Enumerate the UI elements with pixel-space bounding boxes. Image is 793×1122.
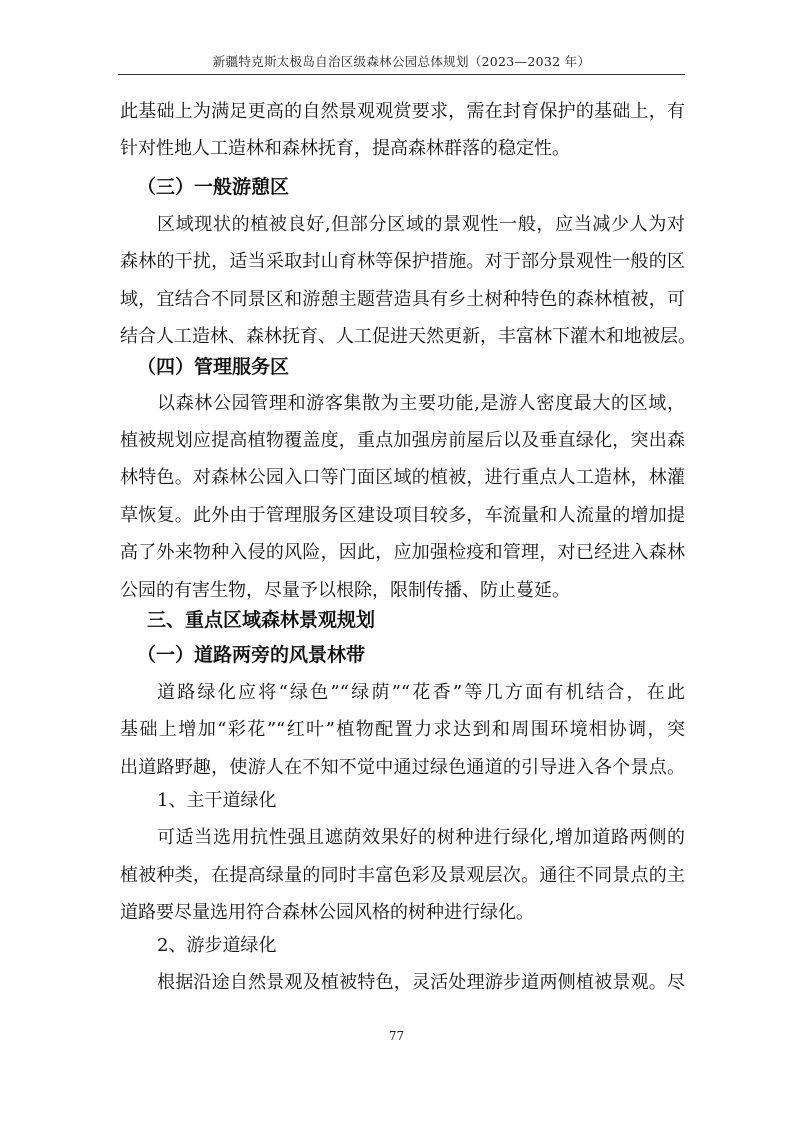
header-divider (118, 74, 685, 75)
chapter-heading-key-areas: 三、重点区域森林景观规划 (147, 609, 376, 631)
paragraph-line: 可适当选用抗性强且遮荫效果好的树种进行绿化,增加道路两侧的 (157, 827, 685, 848)
item-heading-main-road: 1、主干道绿化 (157, 790, 277, 811)
item-heading-footpath: 2、游步道绿化 (157, 935, 277, 956)
paragraph-line: 此基础上为满足更高的自然景观观赏要求，需在封育保护的基础上，有 (120, 101, 685, 122)
paragraph-line: 根据沿途自然景观及植被特色，灵活处理游步道两侧植被景观。尽 (157, 972, 685, 993)
section-heading-roadside-belt: （一）道路两旁的风景林带 (137, 644, 366, 666)
paragraph-line: 出道路野趣，使游人在不知不觉中通过绿色通道的引导进入各个景点。 (120, 757, 685, 778)
paragraph-line: 基础上增加“彩花”“红叶”植物配置力求达到和周围环境相协调，突 (120, 719, 685, 740)
section-heading-general-recreation: （三）一般游憩区 (137, 176, 290, 198)
paragraph-line: 森林的干扰，适当采取封山育林等保护措施。对于部分景观性一般的区 (120, 251, 685, 272)
paragraph-line: 以森林公园管理和游客集散为主要功能,是游人密度最大的区域， (157, 393, 685, 414)
page-number: 77 (388, 1029, 405, 1043)
paragraph-line: 结合人工造林、森林抚育、人工促进天然更新，丰富林下灌木和地被层。 (120, 326, 696, 347)
paragraph-line: 植被种类，在提高绿量的同时丰富色彩及景观层次。通往不同景点的主 (120, 865, 685, 886)
running-header-title: 新疆特克斯太极岛自治区级森林公园总体规划（2023—2032 年） (212, 54, 591, 69)
paragraph-line: 针对性地人工造林和森林抚育，提高森林群落的稳定性。 (120, 138, 570, 159)
paragraph-line: 道路绿化应将“绿色”“绿荫”“花香”等几方面有机结合，在此 (157, 682, 685, 703)
section-heading-management-service: （四）管理服务区 (137, 356, 290, 378)
paragraph-line: 域，宜结合不同景区和游憩主题营造具有乡土树种特色的森林植被，可 (120, 289, 685, 310)
paragraph-line: 公园的有害生物，尽量予以根除，限制传播、防止蔓延。 (120, 580, 570, 601)
paragraph-line: 草恢复。此外由于管理服务区建设项目较多，车流量和人流量的增加提 (120, 505, 685, 526)
paragraph-line: 道路要尽量选用符合森林公园风格的树种进行绿化。 (120, 902, 534, 923)
paragraph-line: 高了外来物种入侵的风险，因此，应加强检疫和管理，对已经进入森林 (120, 542, 685, 563)
paragraph-line: 林特色。对森林公园入口等门面区域的植被，进行重点人工造林，林灌 (120, 467, 685, 488)
paragraph-line: 区域现状的植被良好,但部分区域的景观性一般，应当减少人为对 (157, 214, 685, 235)
paragraph-line: 植被规划应提高植物覆盖度，重点加强房前屋后以及垂直绿化，突出森 (120, 430, 685, 451)
